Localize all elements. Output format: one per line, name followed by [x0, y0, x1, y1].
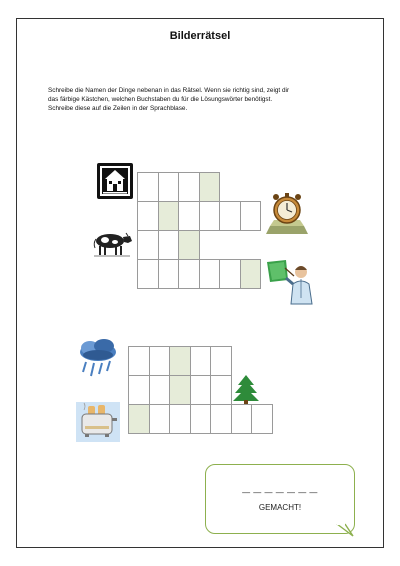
puzzle-cell[interactable]	[199, 259, 221, 289]
done-label: GEMACHT!	[258, 503, 302, 512]
puzzle-cell[interactable]	[128, 375, 150, 405]
puzzle-cell[interactable]	[178, 201, 200, 231]
puzzle-cell[interactable]	[158, 230, 180, 260]
puzzle-cell[interactable]	[190, 346, 212, 376]
puzzle-cell[interactable]	[190, 375, 212, 405]
puzzle-cell[interactable]	[149, 375, 171, 405]
solution-cell[interactable]	[178, 230, 200, 260]
puzzle-cell[interactable]	[158, 172, 180, 202]
solution-cell[interactable]	[169, 375, 191, 405]
puzzle-cell[interactable]	[137, 230, 159, 260]
instruction-line: Schreibe diese auf die Zeilen in der Sprachblase.	[48, 105, 188, 112]
cow-icon	[92, 228, 134, 258]
rain-cloud-icon	[76, 338, 120, 382]
speech-bubble-tail	[336, 523, 354, 537]
puzzle-cell[interactable]	[210, 375, 232, 405]
puzzle-cell[interactable]	[169, 404, 191, 434]
solution-cell[interactable]	[169, 346, 191, 376]
puzzle-cell[interactable]	[137, 201, 159, 231]
puzzle-cell[interactable]	[210, 346, 232, 376]
puzzle-cell[interactable]	[231, 404, 253, 434]
solution-cell[interactable]	[240, 259, 262, 289]
puzzle-cell[interactable]	[149, 404, 171, 434]
instruction-line: das färbige Kästchen, welchen Buchstaben du für die Lösungswörter benötigst.	[48, 96, 273, 103]
puzzle-cell[interactable]	[219, 259, 241, 289]
solution-cell[interactable]	[128, 404, 150, 434]
alarm-clock-icon	[264, 190, 310, 236]
toaster-icon	[76, 402, 120, 442]
puzzle-cell[interactable]	[190, 404, 212, 434]
puzzle-cell[interactable]	[251, 404, 273, 434]
puzzle-cell[interactable]	[158, 259, 180, 289]
house-icon	[96, 162, 134, 200]
teacher-icon	[264, 258, 318, 306]
puzzle-cell[interactable]	[219, 201, 241, 231]
solution-word-lines: — — — — — — —	[242, 488, 318, 497]
speech-bubble	[205, 464, 355, 534]
puzzle-cell[interactable]	[137, 259, 159, 289]
puzzle-cell[interactable]	[178, 172, 200, 202]
solution-cell[interactable]	[158, 201, 180, 231]
puzzle-cell[interactable]	[137, 172, 159, 202]
puzzle-cell[interactable]	[199, 201, 221, 231]
instruction-line: Schreibe die Namen der Dinge nebenan in das Rätsel. Wenn sie richtig sind, zeigt dir	[48, 87, 290, 94]
instructions	[48, 86, 366, 113]
puzzle-cell[interactable]	[178, 259, 200, 289]
page-title: Bilderrätsel	[169, 30, 231, 42]
fir-tree-icon	[232, 374, 260, 404]
puzzle-cell[interactable]	[149, 346, 171, 376]
puzzle-cell[interactable]	[128, 346, 150, 376]
solution-cell[interactable]	[199, 172, 221, 202]
puzzle-cell[interactable]	[210, 404, 232, 434]
puzzle-cell[interactable]	[240, 201, 262, 231]
